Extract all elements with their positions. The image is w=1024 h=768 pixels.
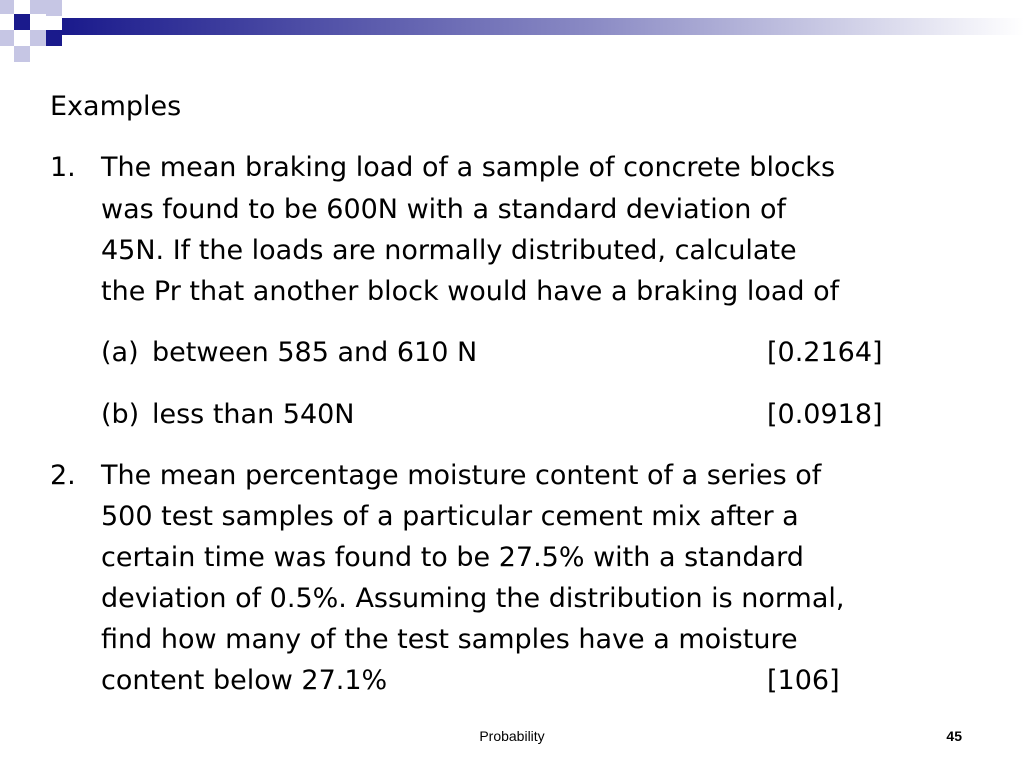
part-label: (a) [101, 337, 139, 368]
example-text-line: content below 27.1% [101, 665, 388, 696]
part-answer: [0.2164] [767, 337, 883, 368]
slide-heading: Examples [50, 91, 182, 122]
example-text-line: 500 test samples of a particular cement mix after a [101, 501, 799, 532]
part-label: (b) [101, 399, 140, 430]
example-text-line: The mean braking load of a sample of concrete blocks [101, 152, 836, 183]
example-text-line: deviation of 0.5%. Assuming the distribution is normal, [101, 583, 845, 614]
example-number: 2. [50, 460, 76, 491]
part-text: between 585 and 610 N [152, 337, 478, 368]
part-text: less than 540N [152, 399, 355, 430]
example-text-line: The mean percentage moisture content of a series of [101, 460, 822, 491]
example-number: 1. [50, 152, 76, 183]
example-text-line: 45N. If the loads are normally distributed, calculate [101, 235, 797, 266]
example-answer: [106] [767, 665, 840, 696]
part-answer: [0.0918] [767, 399, 883, 430]
footer-label: Probability [479, 728, 545, 744]
example-text-line: certain time was found to be 27.5% with a standard [101, 542, 804, 573]
example-text-line: the Pr that another block would have a braking load of [101, 276, 840, 307]
example-text-line: find how many of the test samples have a moisture [101, 624, 798, 655]
page-number: 45 [946, 728, 962, 744]
example-text-line: was found to be 600N with a standard deviation of [101, 194, 787, 225]
